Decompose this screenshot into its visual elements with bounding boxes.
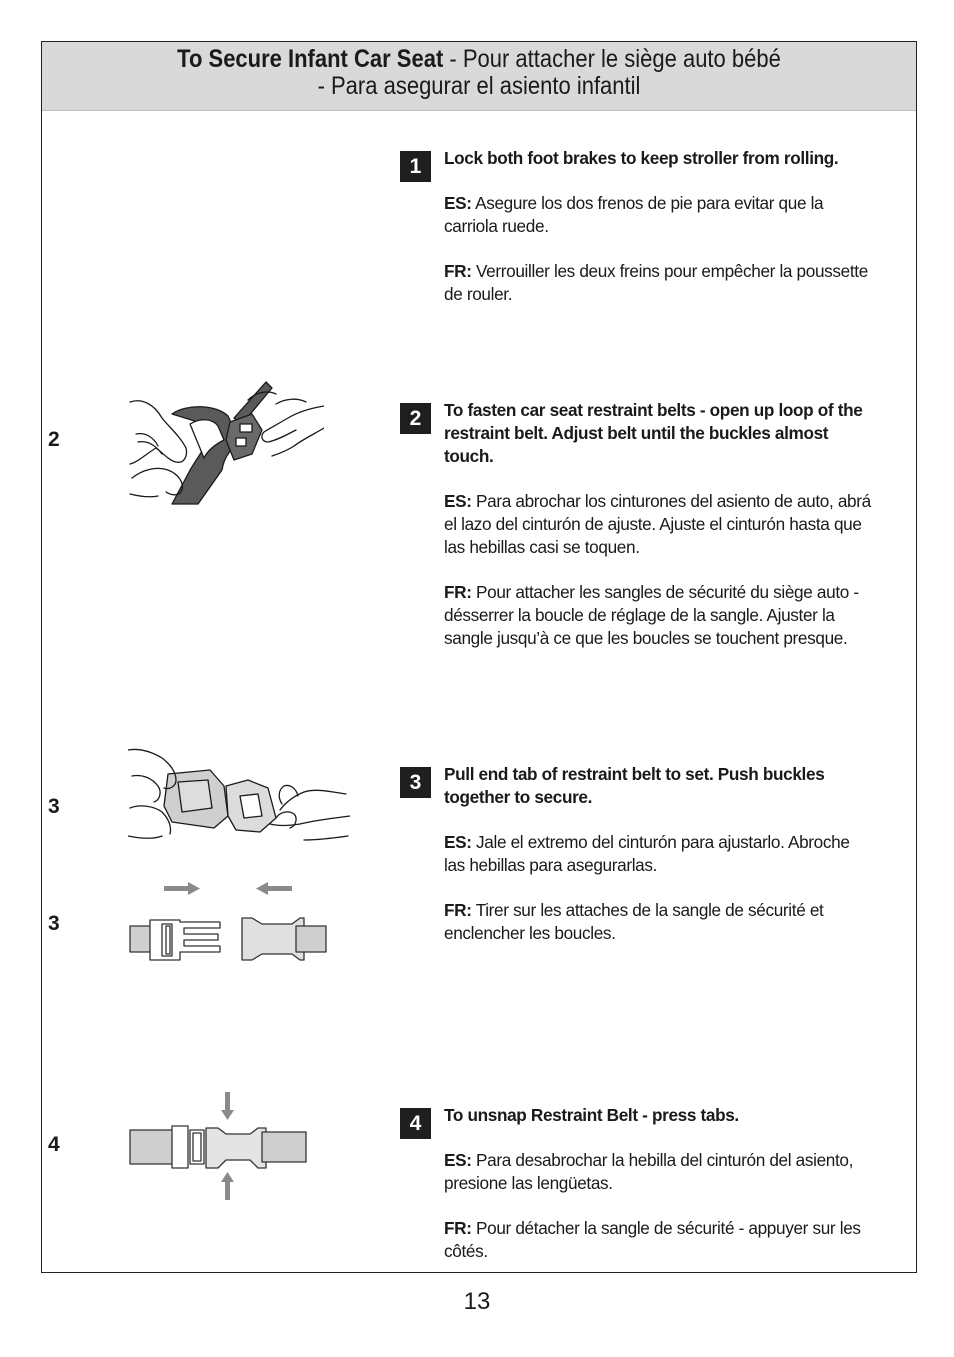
lang-label-es: ES: bbox=[444, 491, 472, 511]
buckle-release-diagram bbox=[126, 1088, 312, 1202]
figure-label-2: 2 bbox=[48, 428, 60, 451]
instruction-es-text: Para abrochar los cinturones del asiento de auto, abrá el lazo del cinturón de ajuste. Ajuste el cinturón hasta que las hebillas casi se toquen. bbox=[444, 491, 871, 557]
figure-label-4: 4 bbox=[48, 1133, 60, 1156]
step-text bbox=[444, 147, 874, 328]
step-instruction-fr bbox=[444, 1217, 874, 1263]
instruction-es-text: Asegure los dos frenos de pie para evitar que la carriola ruede. bbox=[444, 193, 824, 236]
header-title-bold: To Secure Infant Car Seat bbox=[177, 45, 444, 73]
step-instruction-es bbox=[444, 1149, 874, 1195]
arrow-up-icon bbox=[221, 1172, 234, 1200]
step-instruction-en: Pull end tab of restraint belt to set. Push buckles together to secure. bbox=[444, 764, 825, 807]
lang-label-fr: FR: bbox=[444, 261, 472, 281]
figure-label-3b: 3 bbox=[48, 912, 60, 935]
lang-label-es: ES: bbox=[444, 832, 472, 852]
step-instruction-fr bbox=[444, 581, 874, 650]
step-number-badge: 1 bbox=[400, 151, 431, 182]
step-number-badge: 3 bbox=[400, 767, 431, 798]
step-instruction-en: To fasten car seat restraint belts - open up loop of the restraint belt. Adjust belt until the buckles almost touch. bbox=[444, 400, 863, 466]
arrow-left-icon bbox=[256, 882, 292, 895]
step-text bbox=[444, 1104, 874, 1285]
figure-label-3a: 3 bbox=[48, 795, 60, 818]
lang-label-fr: FR: bbox=[444, 900, 472, 920]
section-header bbox=[42, 42, 916, 111]
lang-label-fr: FR: bbox=[444, 1218, 472, 1238]
header-title-fr: - Pour attacher le siège auto bébé bbox=[443, 45, 781, 73]
step-instruction-fr bbox=[444, 260, 874, 306]
step-instruction-fr bbox=[444, 899, 874, 945]
header-title-line-1 bbox=[94, 45, 863, 74]
step-number-badge: 2 bbox=[400, 403, 431, 434]
lang-label-es: ES: bbox=[444, 1150, 472, 1170]
instruction-fr-text: Pour détacher la sangle de sécurité - appuyer sur les côtés. bbox=[444, 1218, 861, 1261]
step-text bbox=[444, 763, 874, 967]
arrow-down-icon bbox=[221, 1092, 234, 1120]
lang-label-fr: FR: bbox=[444, 582, 472, 602]
lang-label-es: ES: bbox=[444, 193, 472, 213]
instruction-fr-text: Pour attacher les sangles de sécurité du siège auto - désserrer la boucle de réglage de la sangle. Ajuster la sangle jusqu’à ce que les boucles se touchent presque. bbox=[444, 582, 859, 648]
step-number-badge: 4 bbox=[400, 1108, 431, 1139]
header-title-es: - Para asegurar el asiento infantil bbox=[317, 72, 641, 100]
step-instruction-en: To unsnap Restraint Belt - press tabs. bbox=[444, 1105, 739, 1125]
page-number: 13 bbox=[463, 1288, 491, 1315]
arrow-right-icon bbox=[164, 882, 200, 895]
step-instruction-es bbox=[444, 192, 874, 238]
step-instruction-es bbox=[444, 831, 874, 877]
instruction-es-text: Para desabrochar la hebilla del cinturón del asiento, presione las lengüetas. bbox=[444, 1150, 854, 1193]
buckle-push-illustration bbox=[128, 746, 350, 848]
buckle-insert-diagram bbox=[126, 878, 332, 966]
instruction-fr-text: Tirer sur les attaches de la sangle de sécurité et enclencher les boucles. bbox=[444, 900, 824, 943]
instruction-es-text: Jale el extremo del cinturón para ajustarlo. Abroche las hebillas para asegurarlas. bbox=[444, 832, 850, 875]
instruction-fr-text: Verrouiller les deux freins pour empêcher la poussette de rouler. bbox=[444, 261, 868, 304]
step-instruction-es bbox=[444, 490, 874, 559]
step-text bbox=[444, 399, 874, 672]
belt-loop-illustration bbox=[128, 378, 324, 510]
step-instruction-en: Lock both foot brakes to keep stroller from rolling. bbox=[444, 148, 839, 168]
